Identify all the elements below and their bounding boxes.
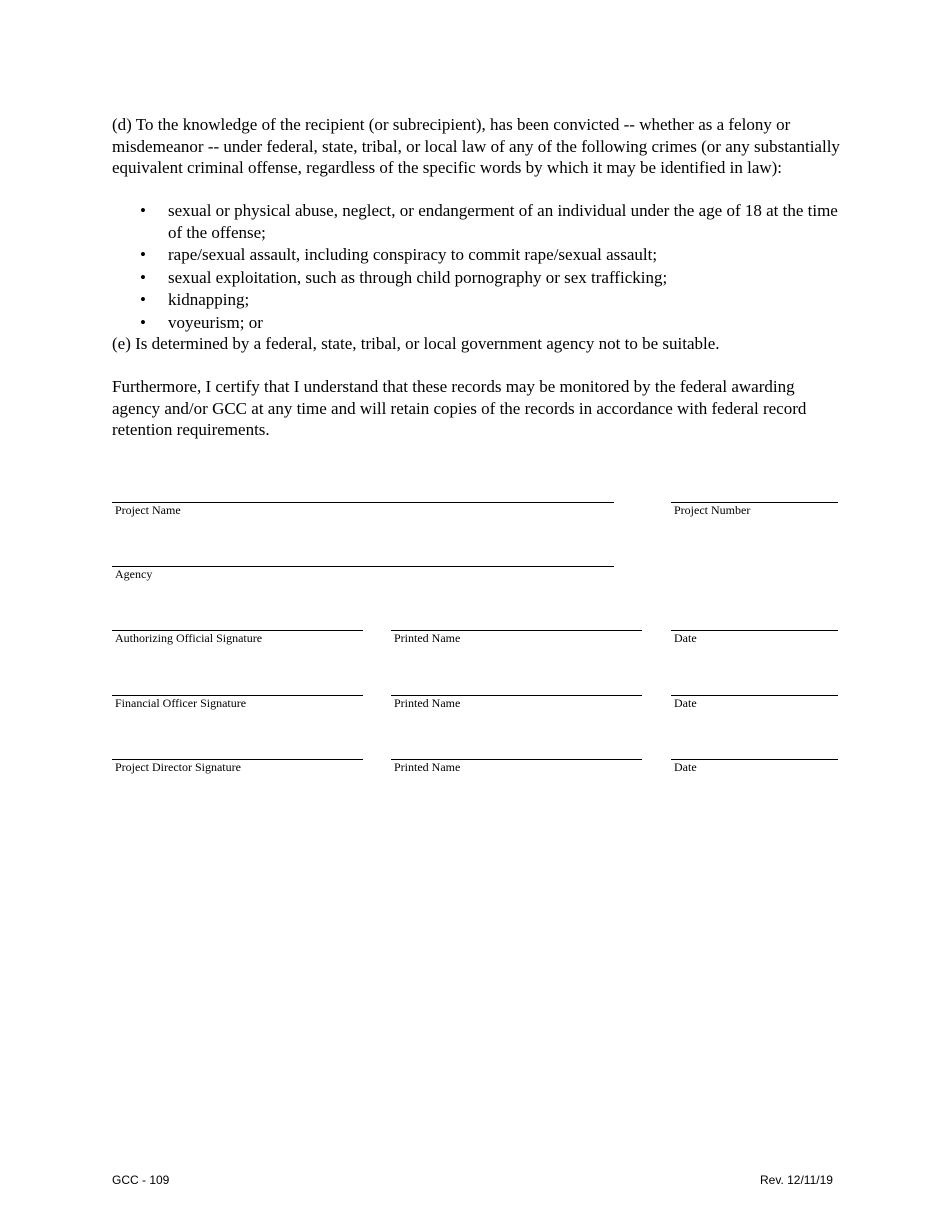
- agency-label: Agency: [115, 567, 153, 581]
- list-item: [112, 200, 842, 243]
- list-item: [112, 289, 842, 311]
- director-signature-label: Project Director Signature: [115, 760, 241, 774]
- project-name-label: Project Name: [115, 503, 181, 517]
- crime-text: sexual or physical abuse, neglect, or endangerment of an individual under the age of 18 at the time of the offense;: [168, 201, 838, 242]
- agency-field[interactable]: [112, 566, 614, 567]
- bullet-icon: •: [140, 290, 146, 309]
- list-item: [112, 244, 842, 266]
- paragraph-d: (d) To the knowledge of the recipient (or subrecipient), has been convicted -- whether as a felony or misdemeanor -- under federal, state, tribal, or local law of any of the following crimes (or any substantially equivalent criminal offense, regardless of the specific words by which it may be identified in law):: [112, 115, 840, 177]
- project-number-label: Project Number: [674, 503, 751, 517]
- form-id: GCC - 109: [112, 1173, 170, 1187]
- date-label: Date: [674, 696, 697, 710]
- crime-text: voyeurism; or: [168, 312, 263, 332]
- revision-date: Rev. 12/11/19: [760, 1173, 833, 1187]
- certification-paragraph: Furthermore, I certify that I understand that these records may be monitored by the federal awarding agency and/or GCC at any time and will retain copies of the records in accordance with federal record retention requirements.: [112, 377, 807, 439]
- date-label: Date: [674, 631, 697, 645]
- crime-text: rape/sexual assault, including conspiracy to commit rape/sexual assault;: [168, 245, 658, 264]
- authorizing-signature-label: Authorizing Official Signature: [115, 631, 263, 645]
- paragraph-e: (e) Is determined by a federal, state, tribal, or local government agency not to be suitable.: [112, 334, 720, 353]
- bullet-icon: •: [140, 201, 146, 220]
- date-label: Date: [674, 760, 697, 774]
- crime-text: sexual exploitation, such as through child pornography or sex trafficking;: [168, 267, 668, 287]
- crimes-list: [112, 200, 842, 334]
- list-item: [112, 312, 842, 334]
- list-item: [112, 267, 842, 289]
- project-name-field[interactable]: [112, 502, 614, 503]
- bullet-icon: •: [140, 245, 146, 264]
- bullet-icon: •: [140, 312, 146, 332]
- crime-text: kidnapping;: [168, 290, 250, 309]
- bullet-icon: •: [140, 267, 146, 287]
- printed-name-label: Printed Name: [394, 696, 461, 710]
- printed-name-label: Printed Name: [394, 631, 461, 645]
- printed-name-label: Printed Name: [394, 760, 461, 774]
- financial-signature-label: Financial Officer Signature: [115, 696, 247, 710]
